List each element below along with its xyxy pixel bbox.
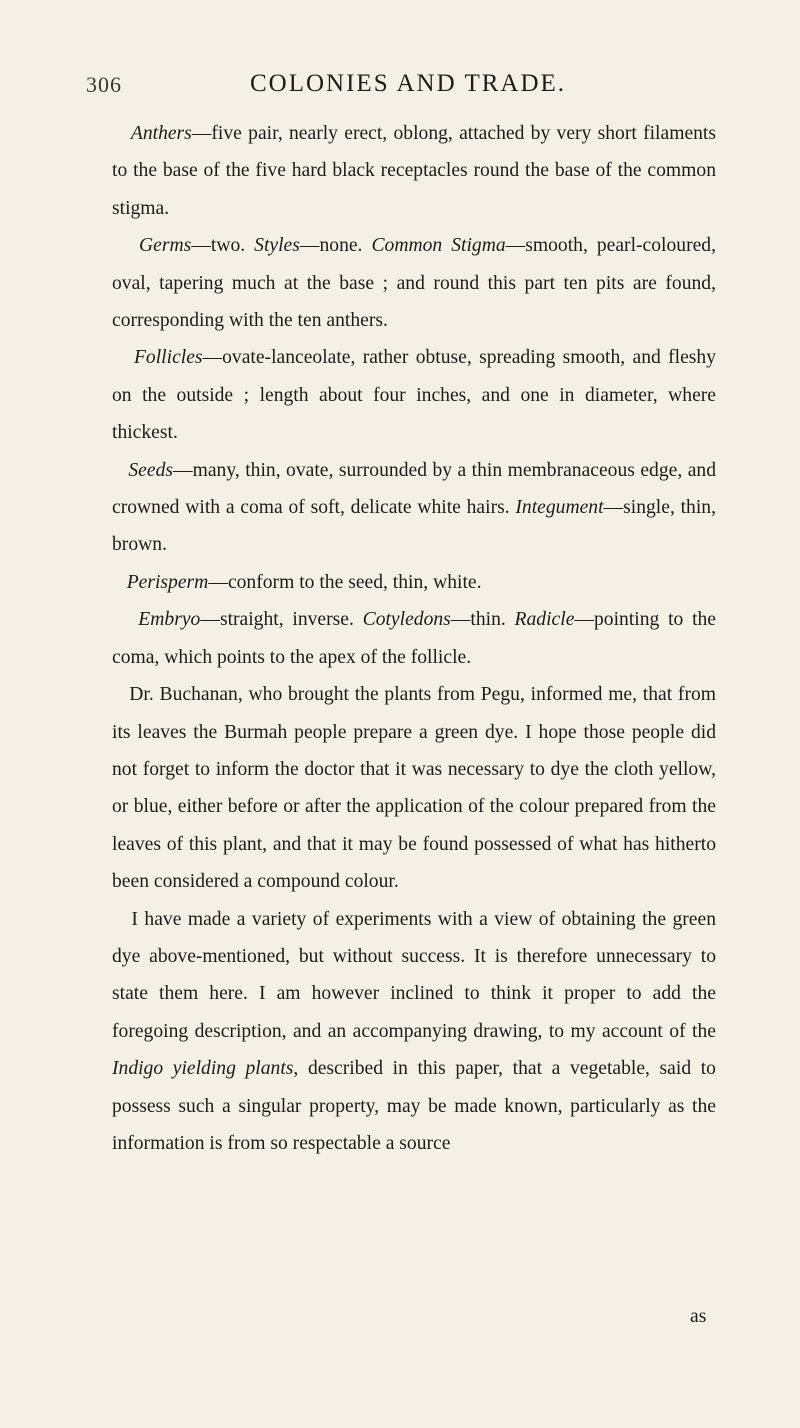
follicles-description: —ovate-lanceolate, rather obtuse, spreading smooth, and fleshy on the outside ; length about four inches, and one in diameter, where thickest. [112,347,716,444]
body-text [112,115,716,1162]
seeds-description: —many, thin, ovate, surrounded by a thin membranaceous edge, and crowned with a coma of soft, delicate white hairs. [112,459,716,519]
styles-description: —none. [299,235,372,257]
catchword: as [690,1306,707,1327]
page-number: 306 [86,72,122,97]
germs-description: —two. [191,235,255,257]
term-germs: Germs [139,235,192,257]
anthers-description: —five pair, nearly erect, oblong, attached by very short filaments to the base of the five hard black receptacles round the base of the common stigma. [112,123,717,219]
paragraph-anthers [112,115,716,227]
paragraph-embryo [112,601,716,676]
term-cotyledons: Cotyledons [362,609,451,631]
paragraph-seeds [112,452,716,564]
buchanan-text: Dr. Buchanan, who brought the plants from Pegu, informed me, that from its leaves the Burmah people prepare a green dye. I hope those people did not forget to inform the doctor that it was necessary to dye the cloth yellow, or blue, either before or after the application of the colour prepared from the leaves of this plant, and that it may be found possessed of what has hitherto been considered a compound colour. [112,684,717,893]
term-follicles: Follicles [133,347,203,369]
experiments-text-a: I have made a variety of experiments with a view of obtaining the green dye above-mentioned, but without success. It is therefore unnecessary to state them here. I am however inclined to think it proper to add the foregoing description, and an accompanying drawing, to my account of the [112,908,716,1042]
integument-description: —single, thin, brown. [112,497,716,556]
radicle-description: —pointing to the coma, which points to the apex of the follicle. [112,609,717,668]
term-seeds: Seeds [128,459,173,481]
term-styles: Styles [254,235,300,257]
term-radicle: Radicle [514,609,575,631]
paragraph-perisperm [112,564,716,601]
stigma-description: —smooth, pearl-coloured, oval, tapering much at the base ; and round this part ten pits are found, corresponding with the ten anthers. [112,235,717,332]
paragraph-follicles [112,339,716,451]
term-anthers: Anthers [130,123,192,144]
page-header [0,72,800,112]
term-perisperm: Perisperm [126,571,209,593]
running-head: COLONIES AND TRADE. [250,70,567,97]
cotyledons-description: —thin. [450,609,515,631]
term-indigo-plants: Indigo yielding plants [112,1058,294,1080]
term-integument: Integument [515,497,604,519]
paragraph-experiments [112,901,716,1163]
experiments-text-b: , described in this paper, that a vegetable, said to possess such a singular property, may be made known, particularly as the information is from so respectable a source [112,1058,716,1154]
paragraph-buchanan [112,676,716,900]
term-common-stigma: Common Stigma [371,235,506,257]
perisperm-description: —conform to the seed, thin, white. [208,571,482,593]
term-embryo: Embryo [138,609,201,631]
embryo-description: —straight, inverse. [200,609,363,631]
paragraph-germs [112,227,716,339]
